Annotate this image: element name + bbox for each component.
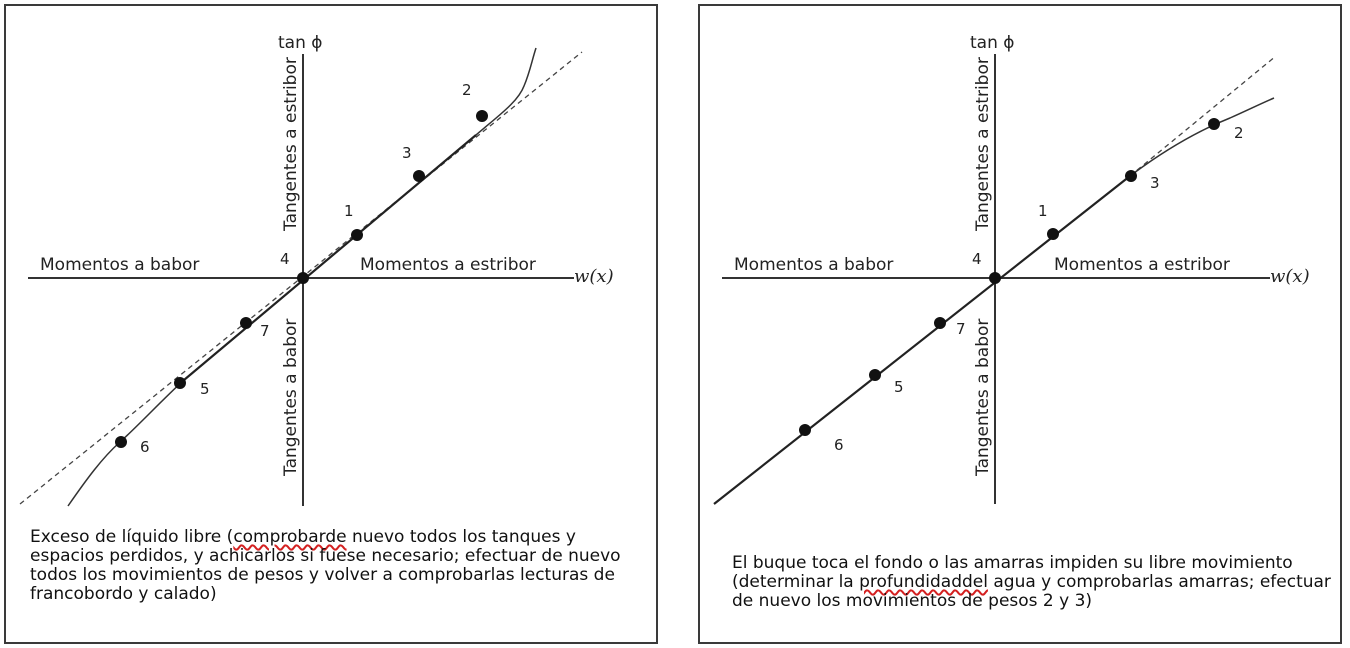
data-point-6 xyxy=(115,436,127,448)
right-caption-flagged-word: profundidaddel xyxy=(859,572,988,592)
data-point-4 xyxy=(989,272,1001,284)
point-label-3: 3 xyxy=(1150,174,1160,192)
point-label-7: 7 xyxy=(956,320,966,338)
point-label-1: 1 xyxy=(344,202,354,220)
label-momentos-babor: Momentos a babor xyxy=(734,255,894,275)
right-caption-text-1: El buque toca el fondo o las amarras impiden su libre movimiento (determinar la xyxy=(732,553,1293,592)
data-point-3 xyxy=(413,170,425,182)
right-diagram-panel xyxy=(698,4,1342,644)
left-caption-text-1: Exceso de líquido libre ( xyxy=(30,527,234,547)
fitted-line xyxy=(714,176,1130,504)
data-point-1 xyxy=(1047,228,1059,240)
y-axis-label: tan ϕ xyxy=(970,33,1015,53)
data-point-1 xyxy=(351,229,363,241)
point-label-5: 5 xyxy=(200,380,210,398)
y-axis-label: tan ϕ xyxy=(278,33,323,53)
point-label-2: 2 xyxy=(462,81,472,99)
label-tangentes-estribor: Tangentes a estribor xyxy=(281,57,301,231)
point-label-6: 6 xyxy=(834,436,844,454)
data-point-5 xyxy=(174,377,186,389)
label-momentos-babor: Momentos a babor xyxy=(40,255,200,275)
point-label-3: 3 xyxy=(402,144,412,162)
point-label-4: 4 xyxy=(972,250,982,268)
x-axis-label: w(x) xyxy=(574,266,614,287)
x-axis-label: w(x) xyxy=(1270,266,1310,287)
label-tangentes-babor: Tangentes a babor xyxy=(281,318,301,476)
label-momentos-estribor: Momentos a estribor xyxy=(1054,255,1230,275)
left-caption-flagged-word: comprobarde xyxy=(233,527,347,547)
upper-deviation-curve xyxy=(1130,98,1274,176)
data-point-2 xyxy=(476,110,488,122)
theoretical-dashed-line xyxy=(1130,56,1276,176)
upper-deviation-curve xyxy=(476,48,536,135)
data-point-5 xyxy=(869,369,881,381)
right-caption xyxy=(732,554,1332,611)
data-point-4 xyxy=(297,272,309,284)
data-point-3 xyxy=(1125,170,1137,182)
left-diagram-panel xyxy=(4,4,658,644)
label-momentos-estribor: Momentos a estribor xyxy=(360,255,536,275)
point-label-1: 1 xyxy=(1038,202,1048,220)
label-tangentes-babor: Tangentes a babor xyxy=(973,318,993,476)
left-caption xyxy=(30,528,640,604)
point-label-4: 4 xyxy=(280,250,290,268)
data-point-7 xyxy=(934,317,946,329)
point-label-6: 6 xyxy=(140,438,150,456)
left-caption-text-2: nuevo todos los tanques y espacios perdidos, y achicarlos si fuese necesario; efectuar de nuevo todos los movimientos de pesos y volver a comprobarlas lecturas de francobordo y calado) xyxy=(30,527,621,604)
data-point-2 xyxy=(1208,118,1220,130)
right-diagram xyxy=(700,6,1344,646)
point-label-2: 2 xyxy=(1234,124,1244,142)
data-point-6 xyxy=(799,424,811,436)
label-tangentes-estribor: Tangentes a estribor xyxy=(973,57,993,231)
point-label-7: 7 xyxy=(260,322,270,340)
right-caption-text-2: agua y comprobarlas amarras; efectuar de nuevo los movimientos de pesos 2 y 3) xyxy=(732,572,1331,611)
data-point-7 xyxy=(240,317,252,329)
point-label-5: 5 xyxy=(894,378,904,396)
